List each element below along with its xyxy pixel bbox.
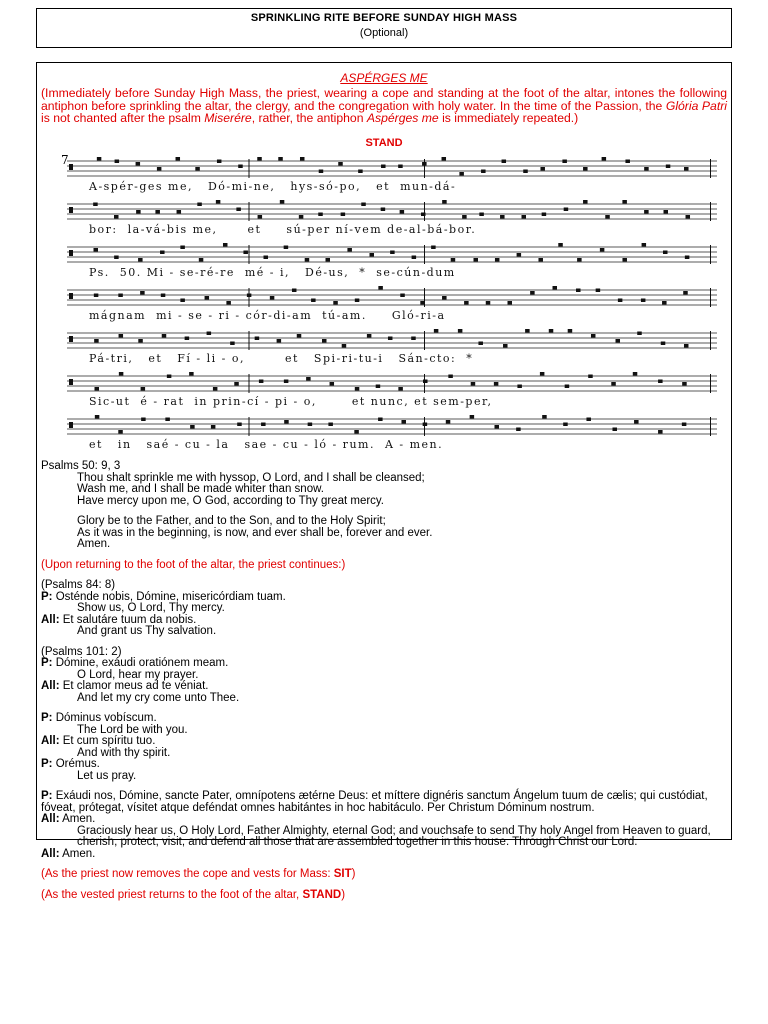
- page-title: SPRINKLING RITE BEFORE SUNDAY HIGH MASS: [250, 12, 518, 24]
- v2-all-latin: Et clamor meus ad te véniat.: [59, 680, 209, 692]
- neume: [661, 342, 666, 346]
- neume: [361, 203, 366, 207]
- header-box: [36, 8, 732, 48]
- intro-rubric: [41, 87, 727, 125]
- neume: [358, 170, 363, 174]
- neume: [217, 160, 222, 164]
- neume: [136, 162, 141, 166]
- neume: [508, 301, 513, 305]
- v2-ref: (Psalms 101: 2): [41, 645, 122, 658]
- neume: [342, 344, 347, 348]
- neume: [115, 160, 120, 164]
- neume: [167, 375, 172, 379]
- neume: [602, 157, 607, 161]
- neume: [434, 329, 439, 333]
- prayer-latin: [41, 791, 727, 814]
- neume: [611, 382, 616, 386]
- neume: [662, 301, 667, 305]
- prayer-latin-text: Exáudi nos, Dómine, sancte Pater, omnípotens ætérne Deus: et míttere dignéris sanctum Ángelum tuum de cælis; qui custódiat, fóveat, prótegat, vísitet atque deféndat omnes habitántes in hoc habitáculo. Per Christum Dóminum nostrum.: [41, 790, 708, 814]
- neume: [238, 165, 243, 169]
- neume: [517, 385, 522, 389]
- neume: [682, 382, 687, 386]
- neume: [264, 256, 269, 260]
- neume: [401, 420, 406, 424]
- intro-gloria: Glória Patri: [665, 98, 727, 113]
- prayer-all2-amen: Amen.: [59, 847, 96, 860]
- neume: [338, 162, 343, 166]
- all-label: All:: [41, 847, 60, 860]
- neume: [157, 167, 162, 171]
- prayer-all-2: [41, 849, 727, 861]
- priest-label: P:: [41, 712, 53, 724]
- neume: [94, 339, 99, 343]
- neume: [381, 208, 386, 212]
- neume: [333, 301, 338, 305]
- neume: [612, 428, 617, 432]
- neume: [255, 337, 260, 341]
- neume: [162, 334, 167, 338]
- neume: [423, 380, 428, 384]
- chant-staff: [67, 241, 727, 267]
- v1-all-latin: Et salutáre tuum da nobis.: [59, 613, 197, 626]
- clef-mark: [69, 336, 73, 342]
- neume: [284, 420, 289, 424]
- neume: [684, 344, 689, 348]
- neume: [458, 329, 463, 333]
- neume: [197, 203, 202, 207]
- neume: [684, 167, 689, 171]
- v3-priest: [41, 713, 727, 725]
- neume: [411, 337, 416, 341]
- neume: [563, 423, 568, 427]
- psalm-ref: Psalms 50: 9, 3: [41, 460, 121, 472]
- rubric-stand-text: (As the vested priest returns to the foot of the altar,: [41, 888, 303, 901]
- neume: [114, 256, 119, 260]
- neume: [119, 334, 124, 338]
- neume: [431, 246, 436, 250]
- all-label: All:: [41, 680, 60, 692]
- neume: [682, 423, 687, 427]
- neume: [565, 385, 570, 389]
- neume: [618, 299, 623, 303]
- neume: [176, 157, 181, 161]
- neume: [663, 251, 668, 255]
- neume: [442, 200, 447, 204]
- neume: [177, 210, 182, 214]
- neume: [600, 248, 605, 252]
- neume: [330, 382, 335, 386]
- neume: [588, 375, 593, 379]
- neume: [576, 289, 581, 293]
- neume: [400, 210, 405, 214]
- neume: [119, 372, 124, 376]
- neume: [195, 167, 200, 171]
- v3-priest-latin: Dóminus vobíscum.: [52, 712, 157, 724]
- neume: [664, 210, 669, 214]
- neume: [94, 294, 99, 298]
- intro-miserere: Miserére: [204, 111, 252, 125]
- neume: [297, 334, 302, 338]
- neume: [591, 334, 596, 338]
- v1-priest-english: Show us, O Lord, Thy mercy.: [77, 602, 225, 614]
- neume: [190, 425, 195, 429]
- v1-ref: (Psalms 84: 8): [41, 579, 116, 591]
- neume: [306, 377, 311, 381]
- neume: [355, 299, 360, 303]
- v3-priest2-english: Let us pray.: [77, 769, 137, 782]
- v2-all: [41, 681, 727, 693]
- neume: [471, 382, 476, 386]
- neume: [243, 251, 248, 255]
- v2-priest-english: O Lord, hear my prayer.: [77, 668, 199, 681]
- v3-priest-2: [41, 759, 727, 771]
- neume: [223, 243, 228, 247]
- main-content-box: [36, 62, 732, 901]
- neume: [381, 165, 386, 169]
- neume: [180, 299, 185, 303]
- neume: [398, 387, 403, 391]
- neume: [494, 425, 499, 429]
- chant-staff: [67, 370, 727, 396]
- neume: [180, 246, 185, 250]
- intro-asperges: Aspérges me: [366, 111, 439, 125]
- neume: [95, 387, 100, 391]
- neume: [226, 301, 231, 305]
- neume: [666, 165, 671, 169]
- neume: [97, 157, 102, 161]
- chant-lyric: Pá-tri, et Fí - li - o, et Spi-ri-tu-i Sán-cto: *: [89, 352, 474, 365]
- all-label: All:: [41, 735, 60, 747]
- intro-text-2: is not chanted after the psalm: [41, 111, 205, 125]
- priest-label: P:: [41, 590, 53, 603]
- neume: [448, 375, 453, 379]
- intro-text-1: (Immediately before Sunday High Mass, the priest, wearing a cope and standing at the foot of the altar, intones the following antiphon before sprinkling the altar, the clergy, and the congregation with holy water. In the time of the Passion, the: [41, 86, 727, 113]
- neume: [481, 170, 486, 174]
- gloria-line: Glory be to the Father, and to the Son, and to the Holy Spirit;: [77, 515, 386, 527]
- neume: [542, 415, 547, 419]
- neume: [605, 215, 610, 219]
- chant-lyric: et in saé - cu - la sae - cu - ló - rum. A - men.: [89, 438, 444, 451]
- neume: [540, 167, 545, 171]
- priest-label: P:: [41, 657, 53, 669]
- neume: [446, 420, 451, 424]
- chant-lyric: Sic-ut é - rat in prin-cí - pi - o, et nunc, et sem-per,: [89, 395, 493, 408]
- neume: [319, 170, 324, 174]
- v3-all-latin: Et cum spíritu tuo.: [59, 735, 156, 747]
- v2-priest: [41, 658, 727, 670]
- neume: [464, 301, 469, 305]
- neume: [236, 208, 241, 212]
- neume: [376, 385, 381, 389]
- v3-all-english: And with thy spirit.: [77, 746, 171, 759]
- neume: [199, 258, 204, 262]
- v2-all-english: And let my cry come unto Thee.: [77, 691, 240, 704]
- neume: [216, 200, 221, 204]
- neume: [683, 291, 688, 295]
- neume: [292, 289, 297, 293]
- prayer-all: [41, 814, 727, 826]
- neume: [378, 418, 383, 422]
- neume: [299, 215, 304, 219]
- neume: [284, 380, 289, 384]
- neume: [284, 246, 289, 250]
- neume: [261, 423, 266, 427]
- neume: [189, 372, 194, 376]
- neume: [634, 420, 639, 424]
- neume: [470, 415, 475, 419]
- neume: [258, 215, 263, 219]
- neume: [562, 160, 567, 164]
- neume: [355, 387, 360, 391]
- neume: [633, 372, 638, 376]
- neume: [211, 425, 216, 429]
- psalm-line: Wash me, and I shall be made whiter than snow.: [77, 483, 324, 495]
- neume: [494, 382, 499, 386]
- rubric-sit-text: (As the priest now removes the cope and vests for Mass:: [41, 868, 334, 880]
- neume: [622, 258, 627, 262]
- rubric-sit-word: SIT: [333, 868, 352, 880]
- all-label: All:: [41, 813, 60, 825]
- neume: [473, 258, 478, 262]
- neume: [622, 200, 627, 204]
- rubric-sit: (As the priest now removes the cope and vests for Mass: SIT): [41, 868, 356, 880]
- neume: [311, 299, 316, 303]
- neume: [549, 329, 554, 333]
- neume: [558, 243, 563, 247]
- neume: [93, 203, 98, 207]
- neume: [278, 157, 283, 161]
- neume: [118, 430, 123, 434]
- v1-priest-latin: Osténde nobis, Dómine, misericórdiam tuam.: [52, 590, 286, 603]
- neume: [479, 213, 484, 217]
- neume: [542, 213, 547, 217]
- neume: [305, 258, 310, 262]
- mode-number: 7: [61, 153, 69, 167]
- psalm-block: [41, 461, 727, 901]
- neume: [388, 337, 393, 341]
- neume: [686, 215, 691, 219]
- neume: [616, 339, 621, 343]
- clef-mark: [69, 422, 73, 428]
- rubric-stand-word: STAND: [302, 888, 342, 901]
- neume: [205, 296, 210, 300]
- neume: [451, 258, 456, 262]
- psalm-line: Thou shalt sprinkle me with hyssop, O Lord, and I shall be cleansed;: [77, 471, 425, 484]
- neume: [390, 251, 395, 255]
- neume: [400, 294, 405, 298]
- neume: [160, 251, 165, 255]
- neume: [230, 342, 235, 346]
- neume: [369, 253, 374, 257]
- neume: [553, 286, 558, 290]
- clef-mark: [69, 293, 73, 299]
- clef-mark: [69, 379, 73, 385]
- neume: [257, 157, 262, 161]
- neume: [577, 258, 582, 262]
- neume: [94, 248, 99, 252]
- chant-staff: [67, 413, 727, 439]
- neume: [322, 339, 327, 343]
- neume: [354, 430, 359, 434]
- neume: [140, 291, 145, 295]
- clef-mark: [69, 164, 73, 170]
- chant-staff: [67, 155, 727, 181]
- neume: [586, 418, 591, 422]
- neume: [280, 200, 285, 204]
- gloria-line: Amen.: [77, 538, 111, 550]
- neume: [564, 208, 569, 212]
- neume: [500, 215, 505, 219]
- chant-staff: [67, 327, 727, 353]
- neume: [326, 258, 331, 262]
- stand-label: STAND: [365, 137, 403, 149]
- neume: [95, 415, 100, 419]
- neume: [522, 215, 527, 219]
- neume: [141, 387, 146, 391]
- neume: [525, 329, 530, 333]
- chant-staff: [67, 198, 727, 224]
- clef-mark: [69, 207, 73, 213]
- neume: [495, 258, 500, 262]
- neume: [523, 170, 528, 174]
- chant-lyric: A-spér-ges me, Dó-mi-ne, hys-só-po, et mun-dá-: [89, 180, 457, 193]
- neume: [213, 387, 218, 391]
- rubric-stand: (As the vested priest returns to the foot of the altar, STAND): [41, 888, 346, 901]
- neume: [462, 215, 467, 219]
- neume: [478, 342, 483, 346]
- prayer-english: Graciously hear us, O Holy Lord, Father Almighty, eternal God; and vouchsafe to send Thy holy Angel from Heaven to guard, cherish, protect, visit, and defend all those that are assembled together in this house. Through Christ our Lord.: [77, 824, 711, 848]
- neume: [237, 423, 242, 427]
- neume: [341, 213, 346, 217]
- neume: [378, 286, 383, 290]
- neume: [300, 157, 305, 161]
- neume: [165, 418, 170, 422]
- priest-label: P:: [41, 758, 53, 770]
- section-title: ASPÉRGES ME: [340, 71, 428, 85]
- neume: [486, 301, 491, 305]
- neume: [367, 334, 372, 338]
- neume: [442, 296, 447, 300]
- page-subtitle: (Optional): [359, 27, 409, 39]
- neume: [516, 428, 521, 432]
- neume: [155, 210, 160, 214]
- neume: [583, 167, 588, 171]
- neume: [318, 213, 323, 217]
- neume: [259, 380, 264, 384]
- neume: [347, 248, 352, 252]
- neume: [118, 294, 123, 298]
- neume: [644, 210, 649, 214]
- v3-all: [41, 736, 727, 748]
- neume: [442, 157, 447, 161]
- neume: [277, 339, 282, 343]
- neume: [328, 423, 333, 427]
- chant-lyric: mágnam mi - se - ri - cór-di-am tú-am. Gló-ri-a: [89, 309, 446, 322]
- neume: [114, 215, 119, 219]
- neume: [161, 294, 166, 298]
- chant-lyric: bor: la-vá-bis me, et sú-per ní-vem de-al-bá-bor.: [89, 223, 477, 236]
- neume: [637, 332, 642, 336]
- neume: [503, 344, 508, 348]
- neume: [540, 372, 545, 376]
- rubric-return: (Upon returning to the foot of the altar, the priest continues:): [41, 558, 346, 571]
- neume: [412, 256, 417, 260]
- neume: [138, 258, 143, 262]
- v1-all-english: And grant us Thy salvation.: [77, 625, 217, 637]
- v2-priest-latin: Dómine, exáudi oratiónem meam.: [52, 657, 229, 669]
- clef-mark: [69, 250, 73, 256]
- neume: [185, 337, 190, 341]
- prayer-all-amen: Amen.: [59, 813, 96, 825]
- intro-text-4: is immediately repeated.): [438, 111, 579, 125]
- all-label: All:: [41, 613, 60, 626]
- chant-notation: [61, 155, 721, 453]
- psalm-line: Have mercy upon me, O God, according to Thy great mercy.: [77, 494, 385, 507]
- neume: [583, 200, 588, 204]
- neume: [530, 291, 535, 295]
- neume: [270, 296, 275, 300]
- neume: [459, 172, 464, 176]
- neume: [517, 253, 522, 257]
- neume: [596, 289, 601, 293]
- neume: [658, 380, 663, 384]
- neume: [234, 382, 239, 386]
- neume: [308, 423, 313, 427]
- intro-text-3: , rather, the antiphon: [251, 111, 367, 125]
- neume: [641, 299, 646, 303]
- neume: [538, 258, 543, 262]
- gloria-line: As it was in the beginning, is now, and ever shall be, forever and ever.: [77, 526, 433, 539]
- neume: [642, 243, 647, 247]
- chant-staff: [67, 284, 727, 310]
- neume: [502, 160, 507, 164]
- neume: [644, 167, 649, 171]
- neume: [625, 160, 630, 164]
- neume: [398, 165, 403, 169]
- v3-priest2-latin: Orémus.: [52, 758, 100, 770]
- neume: [658, 430, 663, 434]
- chant-lyric: Ps. 50. Mi - se-ré-re mé - i, Dé-us, * se-cún-dum: [89, 266, 456, 279]
- priest-label: P:: [41, 790, 53, 802]
- neume: [138, 339, 143, 343]
- neume: [207, 332, 212, 336]
- neume: [136, 210, 141, 214]
- neume: [568, 329, 573, 333]
- neume: [141, 418, 146, 422]
- neume: [685, 256, 690, 260]
- v3-priest-english: The Lord be with you.: [77, 723, 188, 736]
